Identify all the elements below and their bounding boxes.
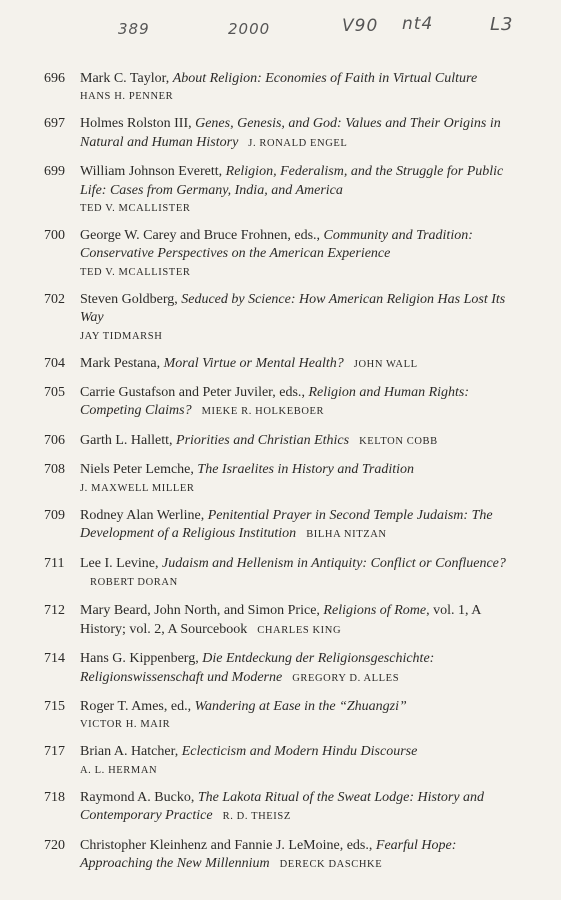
review-entry [0, 355, 561, 374]
entry-text: Garth L. Hallett, Priorities and Christian Ethics KELTON COBB [80, 432, 438, 448]
book-title: Religions of Rome [323, 603, 427, 619]
review-entry [0, 555, 561, 593]
entry-text: Holmes Rolston III, Genes, Genesis, and God: Values and Their Origins in Natural and Human History J. RONALD ENGEL [80, 116, 501, 150]
reviewer: BILHA NITZAN [306, 529, 387, 541]
book-title: Penitential Prayer in Second Temple Judaism: The Development of a Religious Institution [80, 507, 493, 542]
reviewer: A. L. HERMAN [80, 764, 158, 776]
review-entry [0, 291, 561, 345]
entry-text: Raymond A. Bucko, The Lakota Ritual of the Sweat Lodge: History and Contemporary Practice R. D. THEISZ [80, 789, 485, 824]
author: William Johnson Everett [80, 164, 219, 180]
page-number: 715 [44, 698, 65, 714]
book-title: About Religion: Economies of Faith in Virtual Culture [172, 71, 478, 86]
entry-text: Steven Goldberg, Seduced by Science: How American Religion Has Lost Its Way JAY TIDMARSH [80, 291, 519, 345]
reviewer: TED V. MCALLISTER [80, 203, 191, 215]
entry-text: George W. Carey and Bruce Frohnen, eds., Community and Tradition: Conservative Perspectives on the American Experience TED V. MCALLISTER [80, 227, 519, 281]
reviewer: GREGORY D. ALLES [292, 672, 400, 684]
volume-info: , vol. 1, A History; vol. 2, A Sourcebook [80, 603, 481, 637]
reviewer: JAY TIDMARSH [80, 330, 163, 342]
handwritten-annotations [0, 14, 561, 54]
entry-text: Mark C. Taylor, About Religion: Economies of Faith in Virtual Culture HANS H. PENNER [80, 70, 519, 105]
author: Holmes Rolston III [80, 116, 189, 132]
review-entry [0, 115, 561, 153]
reviewer: J. MAXWELL MILLER [80, 482, 195, 494]
book-title: Die Entdeckung der Religionsgeschichte: Religionswissenschaft und Moderne [80, 651, 435, 685]
book-title: Community and Tradition: Conservative Perspectives on the American Experience [80, 228, 473, 262]
page-number: 708 [44, 462, 65, 478]
page-number: 709 [44, 507, 65, 523]
page-number: 711 [44, 555, 65, 571]
entry-text: Carrie Gustafson and Peter Juviler, eds., Religion and Human Rights: Competing Claims? MIEKE R. HOLKEBOER [80, 385, 470, 419]
reviewer: KELTON COBB [359, 435, 438, 447]
page-number: 704 [44, 355, 65, 371]
review-entry [0, 461, 561, 496]
author: Hans G. Kippenberg [80, 651, 196, 667]
book-title: The Lakota Ritual of the Sweat Lodge: History and Contemporary Practice [80, 789, 485, 824]
author: Roger T. Ames, ed. [80, 698, 188, 714]
review-entry [0, 743, 561, 778]
review-list [0, 70, 561, 884]
book-title: Religion, Federalism, and the Struggle for Public Life: Cases from Germany, India, and America [80, 164, 504, 198]
author: Mary Beard, John North, and Simon Price [80, 603, 317, 619]
page-number: 712 [44, 603, 65, 619]
book-title: Eclecticism and Modern Hindu Discourse [181, 744, 418, 760]
review-entry [0, 384, 561, 422]
book-title: Fearful Hope: Approaching the New Millennium [80, 837, 457, 871]
book-title: Genes, Genesis, and God: Values and Their Origins in Natural and Human History [80, 116, 501, 150]
author: Lee I. Levine [80, 555, 156, 571]
book-title: Religion and Human Rights: Competing Claims? [80, 385, 470, 419]
page-number: 699 [44, 164, 65, 180]
author: Brian A. Hatcher [80, 744, 175, 760]
author: Mark C. Taylor [80, 71, 166, 86]
page-number: 714 [44, 651, 65, 667]
review-entry [0, 70, 561, 105]
handwritten-note: 2000 [228, 20, 271, 38]
reviewer: JOHN WALL [353, 358, 418, 370]
author: Garth L. Hallett [80, 432, 170, 448]
review-entry [0, 163, 561, 217]
book-title: Seduced by Science: How American Religion Has Lost Its Way [80, 291, 506, 326]
page-number: 697 [44, 116, 65, 132]
page-number: 696 [44, 71, 65, 86]
entry-text: Christopher Kleinhenz and Fannie J. LeMoine, eds., Fearful Hope: Approaching the New Millennium DERECK DASCHKE [80, 837, 457, 871]
review-entry [0, 227, 561, 281]
author: Raymond A. Bucko [80, 789, 191, 805]
reviewer: J. RONALD ENGEL [248, 137, 348, 149]
book-title: Moral Virtue or Mental Health? [163, 355, 344, 371]
entry-text: Roger T. Ames, ed., Wandering at Ease in the “Zhuangzi” VICTOR H. MAIR [80, 698, 519, 733]
entry-text: Mary Beard, John North, and Simon Price, Religions of Rome, vol. 1, A History; vol. 2, A Sourcebook CHARLES KING [80, 603, 481, 637]
page-number: 702 [44, 291, 65, 307]
author: Christopher Kleinhenz and Fannie J. LeMoine, eds. [80, 837, 369, 853]
review-entry [0, 602, 561, 640]
reviewer: VICTOR H. MAIR [80, 719, 171, 731]
author: Niels Peter Lemche [80, 462, 191, 478]
page-number: 720 [44, 837, 65, 853]
book-title: Judaism and Hellenism in Antiquity: Conflict or Confluence? [162, 555, 506, 571]
entry-text: Niels Peter Lemche, The Israelites in History and Tradition J. MAXWELL MILLER [80, 461, 519, 496]
reviewer: ROBERT DORAN [90, 576, 178, 588]
author: Carrie Gustafson and Peter Juviler, eds. [80, 385, 302, 401]
entry-text: Rodney Alan Werline, Penitential Prayer in Second Temple Judaism: The Development of a Religious Institution BILHA NITZAN [80, 507, 493, 542]
book-title: Priorities and Christian Ethics [176, 432, 350, 448]
entry-text: Hans G. Kippenberg, Die Entdeckung der Religionsgeschichte: Religionswissenschaft und Moderne GREGORY D. ALLES [80, 651, 435, 685]
review-entry [0, 432, 561, 451]
entry-text: Mark Pestana, Moral Virtue or Mental Health? JOHN WALL [80, 355, 418, 371]
book-title: The Israelites in History and Tradition [197, 462, 415, 478]
reviewer: R. D. THEISZ [222, 811, 291, 823]
page-number: 700 [44, 228, 65, 244]
entry-text: Lee I. Levine, Judaism and Hellenism in Antiquity: Conflict or Confluence?ROBERT DORAN [80, 555, 506, 588]
author: Steven Goldberg [80, 291, 175, 307]
reviewer: HANS H. PENNER [80, 91, 174, 103]
review-entry [0, 507, 561, 545]
review-entry [0, 789, 561, 827]
author: Mark Pestana [80, 355, 157, 371]
reviewer: TED V. MCALLISTER [80, 266, 191, 278]
reviewer: CHARLES KING [257, 624, 342, 636]
page-number: 706 [44, 432, 65, 448]
handwritten-note: V90 [342, 16, 379, 36]
author: Rodney Alan Werline [80, 507, 201, 523]
page-number: 718 [44, 789, 65, 805]
handwritten-note: 389 [118, 20, 150, 38]
book-title: Wandering at Ease in the “Zhuangzi” [194, 698, 407, 714]
reviewer: DERECK DASCHKE [279, 858, 383, 870]
page-number: 717 [44, 744, 65, 760]
entry-text: William Johnson Everett, Religion, Federalism, and the Struggle for Public Life: Cases from Germany, India, and America TED V. MCALLISTER [80, 163, 519, 217]
review-entry [0, 650, 561, 688]
review-entry [0, 698, 561, 733]
handwritten-note: L3 [490, 14, 514, 35]
reviewer: MIEKE R. HOLKEBOER [201, 406, 325, 418]
page-number: 705 [44, 385, 65, 401]
author: George W. Carey and Bruce Frohnen, eds. [80, 228, 317, 244]
review-entry [0, 837, 561, 875]
entry-text: Brian A. Hatcher, Eclecticism and Modern Hindu Discourse A. L. HERMAN [80, 743, 519, 778]
handwritten-note: nt4 [402, 14, 434, 34]
